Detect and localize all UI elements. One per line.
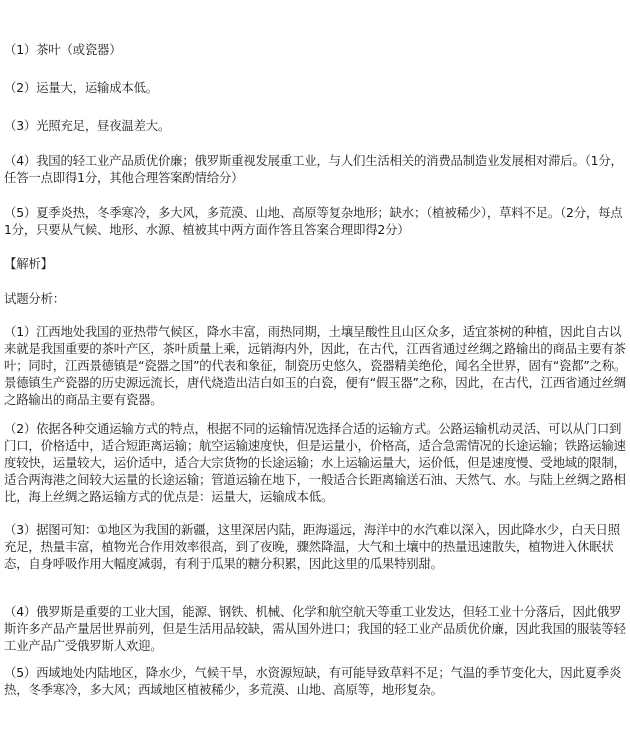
analysis-paragraph-1: （1）江西地处我国的亚热带气候区，降水丰富，雨热同期，土壤呈酸性且山区众多，适宜茶树的种植，因此自古以来就是我国重要的茶叶产区，茶叶质量上乘，远销海内外，因此，在古代，江西省通过丝绸之路输出的商品主要有茶叶；同时，江西景德镇是“瓷器之国”的代表和象征，制瓷历史悠久，瓷器精美绝伦，闻名全世界，固有“瓷都”之称。景德镇生产瓷器的历史源远流长，唐代烧造出洁白如玉的白瓷，便有“假玉器”之称，因此，在古代，江西省通过丝绸之路输出的商品主要有瓷器。: [4, 324, 627, 407]
answer-3: （3）光照充足，昼夜温差大。: [4, 118, 171, 133]
analysis-heading: 【解析】: [4, 256, 53, 271]
analysis-intro: 试题分析：: [4, 291, 65, 306]
answer-5: （5）夏季炎热，冬季寒冷，多大风，多荒漠、山地、高原等复杂地形；缺水；（植被稀少），草料不足。（2分，每点1分，只要从气候、地形、水源、植被其中两方面作答且答案合理即得2分）: [4, 205, 623, 237]
analysis-paragraph-2: （2）依据各种交通运输方式的特点，根据不同的运输情况选择合适的运输方式。公路运输机动灵活、可以从门口到门口，价格适中，适合短距离运输；航空运输速度快，但是运量小，价格高，适合急需情况的长途运输；铁路运输速度较快，运量较大，运价适中，适合大宗货物的长途运输；水上运输运量大，运价低，但是速度慢、受地域的限制，适合两海港之间较大运量的长途运输；管道运输在地下，一般适合长距离输送石油、天然气、水。与陆上丝绸之路相比，海上丝绸之路运输方式的优点是：运量大，运输成本低。: [4, 421, 626, 504]
analysis-paragraph-5: （5）西域地处内陆地区，降水少，气候干旱，水资源短缺，有可能导致草料不足；气温的季节变化大，因此夏季炎热，冬季寒冷，多大风；西域地区植被稀少，多荒漠、山地、高原等，地形复杂。: [4, 665, 622, 697]
answer-4: （4）我国的轻工业产品质优价廉；俄罗斯重视发展重工业，与人们生活相关的消费品制造业发展相对滞后。（1分，任答一点即得1分，其他合理答案酌情给分）: [4, 153, 623, 185]
analysis-paragraph-4: （4）俄罗斯是重要的工业大国，能源、钢铁、机械、化学和航空航天等重工业发达，但轻工业十分落后，因此俄罗斯许多产品产量居世界前列，但是生活用品较缺，需从国外进口；我国的轻工业产品质优价廉，因此我国的服装等轻工业产品广受俄罗斯人欢迎。: [4, 604, 626, 653]
analysis-paragraph-3: （3）据图可知：①地区为我国的新疆，这里深居内陆，距海遥远，海洋中的水汽难以深入，因此降水少，白天日照充足，热量丰富，植物光合作用效率很高，到了夜晚，骤然降温，大气和土壤中的热量迅速散失，植物进入休眠状态，自身呼吸作用大幅度减弱，有利于瓜果的糖分积累，因此这里的瓜果特别甜。: [4, 522, 620, 571]
answer-2: （2）运量大，运输成本低。: [4, 80, 158, 95]
answer-1: （1）茶叶（或瓷器）: [4, 42, 122, 57]
